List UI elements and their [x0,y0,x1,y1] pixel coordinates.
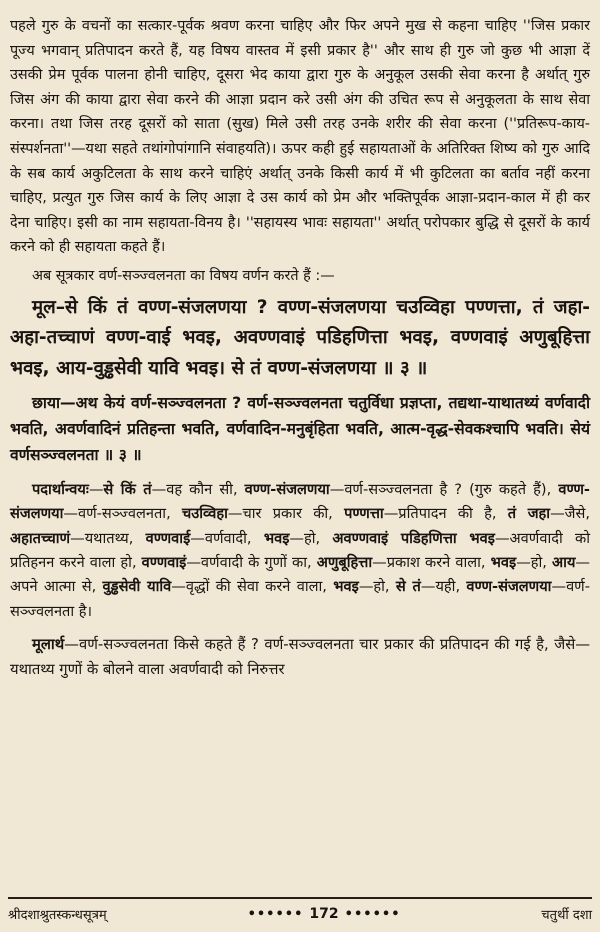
padartha-meaning: —वर्णवादी के गुणों का, [186,553,317,571]
padartha-meaning: —हो, [516,553,553,571]
padartha-term: वण्ण-संजलणया [466,578,552,596]
padartha-meaning: —वर्ण-सञ्ज्वलनता है। [10,578,590,620]
lead-line: अब सूत्रकार वर्ण-सञ्ज्वलनता का विषय वर्णन करते हैं :— [32,267,335,284]
padartha-term: भवइ [333,578,359,596]
footer-book-title: श्रीदशाश्रुतस्कन्धसूत्रम् [8,908,107,923]
padartha-meaning: —हो, [289,529,333,547]
padartha-meaning: —वर्णवादी, [190,529,264,547]
padartha-term: पण्णत्ता [344,505,384,523]
padartha-term: तं जहा [507,505,551,523]
padartha-term: वण्ण-संजलणया [244,481,330,499]
padartha-meaning: —वृद्धों की सेवा करने वाला, [171,578,334,596]
padartha-meaning: —अपने आत्मा से, [10,553,591,596]
chhaya-label: छाया— [32,394,76,413]
intro-paragraph: पहले गुरु के वचनों का सत्कार-पूर्वक श्रवण करना चाहिए और फिर अपने मुख से कहना चाहिए ''जिस प्रकार पूज्य भगवान् प्रतिपादन करते हैं, यह विषय वास्तव में इसी प्रकार है'' और साथ ही गुरु जो कुछ भी आज्ञा दें उसकी प्रेम पूर्वक पालना होनी चाहिए, दूसरा भेद काया द्वारा गुरु के अनुकूल उसकी सेवा करना है अर्थात् गुरु जिस अंग की काया द्वारा सेवा करने की आज्ञा प्रदान करे उसी अंग की उचित रूप से अनुकूलता के साथ सेवा करना। तथा जिस तरह दूसरों को साता (सुख) मिले उसी तरह उनके शरीर की सेवा करना (''प्रतिरूप-काय- संस्पर्शनता''—यथा सहते तथांगोपांगानि संवाहयति)। ऊपर कही हुई सहायताओं के अतिरिक्त शिष्य को गुरु आदि के सब कार्य अकुटिलता के साथ करने चाहिएं अर्थात् उनके किसी कार्य में भी कुटिलता का बर्ताव नहीं करना चाहिए, प्रत्युत गुरु जिस कार्य के लिए आज्ञा दे उस कार्य को प्रेम और भक्तिपूर्वक आज्ञा-प्रदान-काल में ही कर देना चाहिए। इसी का नाम सहायता-विनय है। ''सहायस्य भावः सहायता'' अर्थात् परोपकार बुद्धि से दूसरों के कार्य करने को ही सहायता कहते हैं। [10,18,590,256]
moolartha-label: मूलार्थ [32,635,65,653]
chhaya-paragraph [10,390,590,468]
moolartha-text: —वर्ण-सञ्ज्वलनता किसे कहते हैं ? वर्ण-सञ्ज्वलनता चार प्रकार की प्रतिपादन की गई है, जैसे—यथातथ्य गुणों के बोलने वाला अवर्णवादी को निरुत्तर [10,635,590,678]
moolartha-paragraph [10,632,590,682]
padartha-term: से तं [395,578,421,596]
padartha-term: से किं तं [103,481,152,499]
padartha-term: अवण्णवाइं पडिहणित्ता भवइ [332,529,495,547]
padartha-meaning: —वर्ण-सञ्ज्वलनता है ? (गुरु कहते हैं), [329,481,559,499]
padartha-meaning: —प्रतिपादन की है, [383,505,508,523]
padartha-term: भवइ [490,553,517,571]
chhaya-text: अथ केयं वर्ण-सञ्ज्वलनता ? वर्ण-सञ्ज्वलनता चतुर्विधा प्रज्ञप्ता, तद्यथा-याथातथ्यं वर्णवादी भवति, अवर्णवादिनं प्रतिहन्ता भवति, वर्णवादिन-मनुबृंहिता भवति, आत्म-वृद्ध-सेवकश्चापि भवति। सेयं वर्णसञ्ज्वलनता ॥ ३ ॥ [10,394,590,465]
padartha-paragraph [10,478,590,624]
footer-page-number-group [248,906,401,922]
padartha-term: वुड्ढसेवी यावि [102,578,172,596]
padartha-meaning: —प्रकाश करने वाला, [372,553,491,571]
padartha-meaning: — [88,481,104,499]
footer-dots-left: •••••• [247,906,304,922]
padartha-meaning: —यही, [420,578,467,596]
sutra-text: मूल–से किं तं वण्ण-संजलणया ? वण्ण-संजलणया चउव्विहा पण्णत्ता, तं जहा-अहा-तच्चाणं वण्ण-वाई भवइ, अवण्णवाइं पडिहणित्ता भवइ, वण्णवाइं अणुबूहित्ता भवइ, आय-वुड्ढसेवी यावि भवइ। से तं वण्ण-संजलणया ॥ ३ ॥ [10,296,590,379]
padartha-meaning: —हो, [358,578,396,596]
padartha-term: भवइ [263,529,290,547]
padartha-term: आय [552,553,576,571]
padartha-term: अणुबूहित्ता [316,553,373,571]
padartha-term: पदार्थान्वयः [32,481,89,499]
page-footer [8,897,592,929]
padartha-meaning: —यथातथ्य, [70,529,146,547]
padartha-meaning: —वह कौन सी, [151,481,245,499]
padartha-term: अहातच्चाणं [10,529,71,547]
padartha-term: वण्णवाइं [141,553,187,571]
padartha-meaning: —अवर्णवादी को प्रतिहनन करने वाला हो, [10,529,591,571]
footer-dots-right: •••••• [344,906,401,922]
footer-chapter-title: चतुर्थी दशा [541,908,592,923]
padartha-meaning: —चार प्रकार की, [227,505,345,523]
padartha-meaning: —वर्ण-सञ्ज्वलनता, [63,505,182,523]
padartha-term: चउव्विहा [181,505,228,523]
padartha-meaning: —जैसे, [550,505,590,523]
padartha-term: वण्ण-संजलणया [10,481,590,523]
padartha-term: वण्णवाई [145,529,191,547]
page-number: 172 [309,906,339,922]
